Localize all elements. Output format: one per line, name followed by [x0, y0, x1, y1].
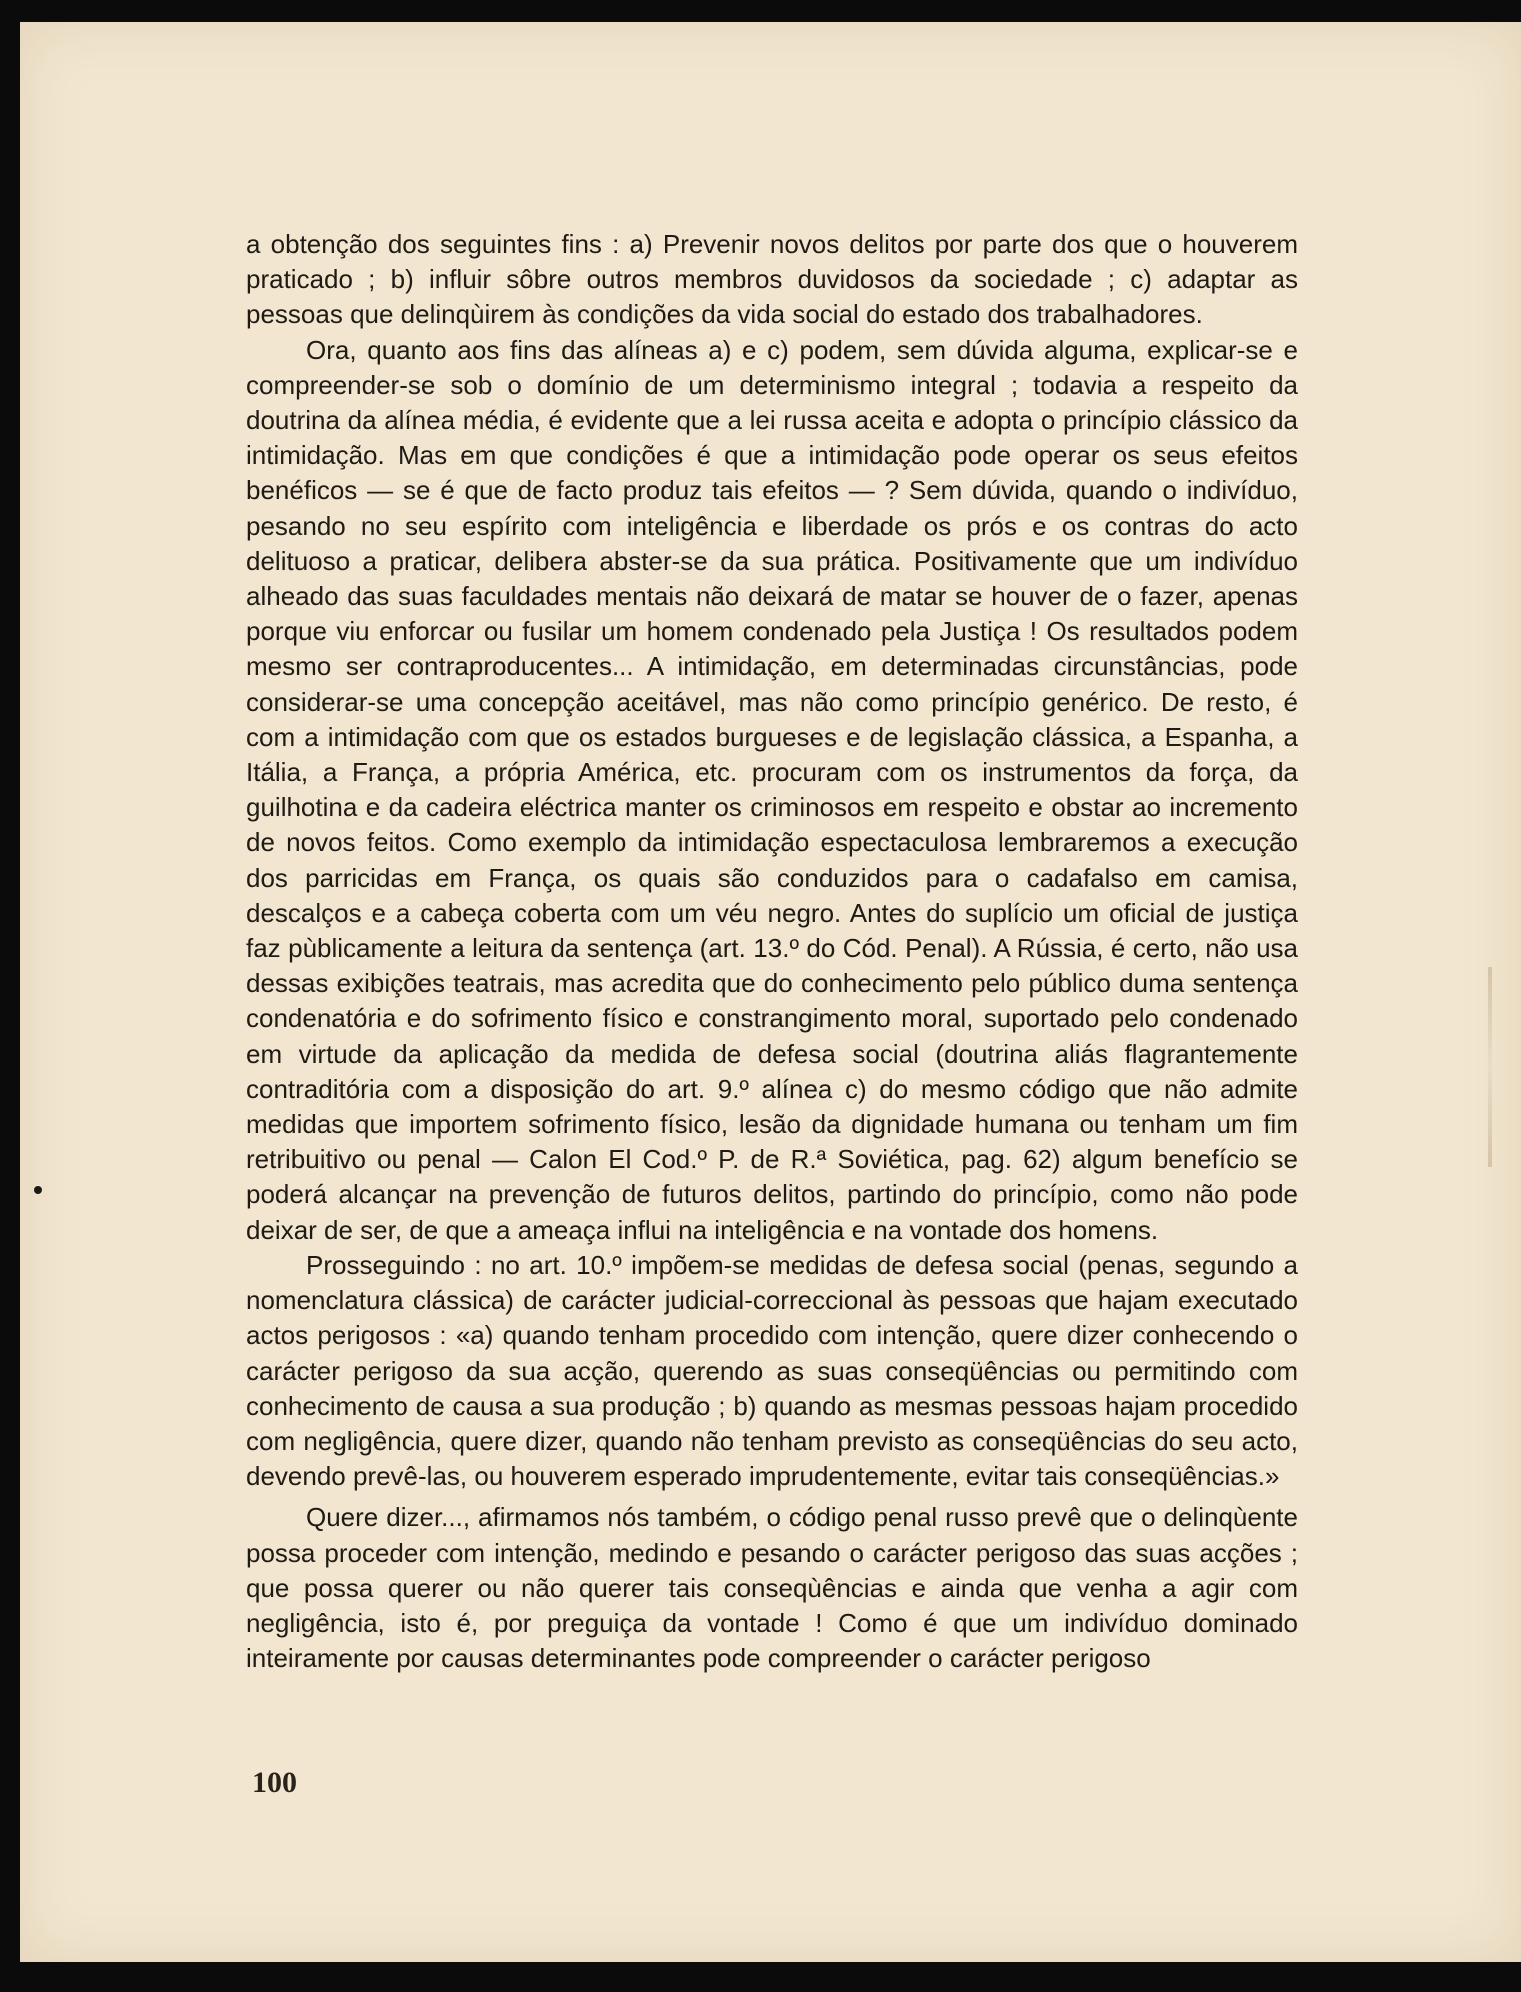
page-number: 100 [252, 1766, 297, 1799]
paragraph-4: Quere dizer..., afirmamos nós também, o código penal russo prevê que o delinqùente possa proceder com intenção, medindo e pesando o carácter perigoso das suas acções ; que possa querer ou não querer tais conseqùências e ainda que venha a agir com negligência, isto é, por preguiça da vontade ! Como é que um indivíduo dominado inteiramente por causas determinantes pode compreender o carácter perigoso [246, 1502, 1298, 1674]
ink-spot [34, 1186, 42, 1194]
binding-crease [1488, 967, 1492, 1167]
paragraph-2: Ora, quanto aos fins das alíneas a) e c) podem, sem dúvida alguma, explicar-se e compreender-se sob o domínio de um determinismo integral ; todavia a respeito da doutrina da alínea média, é evidente que a lei russa aceita e adopta o princípio clássico da intimidação. Mas em que condições é que a intimidação pode operar os seus efeitos benéficos — se é que de facto produz tais efeitos — ? Sem dúvida, quando o indivíduo, pesando no seu espírito com inteligência e liberdade os prós e os contras do acto delituoso a praticar, delibera abster-se da sua prática. Positivamente que um indivíduo alheado das suas faculdades mentais não deixará de matar se houver de o fazer, apenas porque viu enforcar ou fusilar um homem condenado pela Justiça ! Os resultados podem mesmo ser contraproducentes... A intimidação, em determinadas circunstâncias, pode considerar-se uma concepção aceitável, mas não como princípio genérico. De resto, é com a intimidação com que os estados burgueses e de legislação clássica, a Espanha, a Itália, a França, a própria América, etc. procuram com os instrumentos da força, da guilhotina e da cadeira eléctrica manter os criminosos em respeito e obstar ao incremento de novos feitos. Como exemplo da intimidação espectaculosa lembraremos a execução dos parricidas em França, os quais são conduzidos para o cadafalso em camisa, descalços e a cabeça coberta com um véu negro. Antes do suplício um oficial de justiça faz pùblicamente a leitura da sentença (art. 13.º do Cód. Penal). A Rússia, é certo, não usa dessas exibições teatrais, mas acredita que do conhecimento pelo público duma sentença condenatória e do sofrimento físico e constrangimento moral, suportado pelo condenado em virtude da aplicação da medida de defesa social (doutrina aliás flagrantemente contraditória com a disposição do art. 9.º alínea c) do mesmo código que não admite medidas que importem sofrimento físico, lesão da dignidade humana ou tenham um fim retribuitivo ou penal — Calon El Cod.º P. de R.ª Soviética, pag. 62) algum benefício se poderá alcançar na prevenção de futuros delitos, partindo do princípio, como não pode deixar de ser, de que a ameaça influi na inteligência e na vontade dos homens. [246, 334, 1298, 1245]
paragraph-1: a obtenção dos seguintes fins : a) Prevenir novos delitos por parte dos que o houverem praticado ; b) influir sôbre outros membros duvidosos da sociedade ; c) adaptar as pessoas que delinqùirem às condições da vida social do estado dos trabalhadores. [246, 229, 1298, 330]
paragraph-3: Prosseguindo : no art. 10.º impõem-se medidas de defesa social (penas, segundo a nomenclatura clássica) de carácter judicial-correccional às pessoas que hajam executado actos perigosos : «a) quando tenham procedido com intenção, quere dizer conhecendo o carácter perigoso da sua acção, querendo as suas conseqüências ou permitindo com conhecimento de causa a sua produção ; b) quando as mesmas pessoas hajam procedido com negligência, quere dizer, quando não tenham previsto as conseqüências do seu acto, devendo prevê-las, ou houverem esperado imprudentemente, evitar tais conseqüências.» [246, 1249, 1298, 1492]
document-page [20, 22, 1521, 1962]
body-text [246, 227, 1298, 1676]
